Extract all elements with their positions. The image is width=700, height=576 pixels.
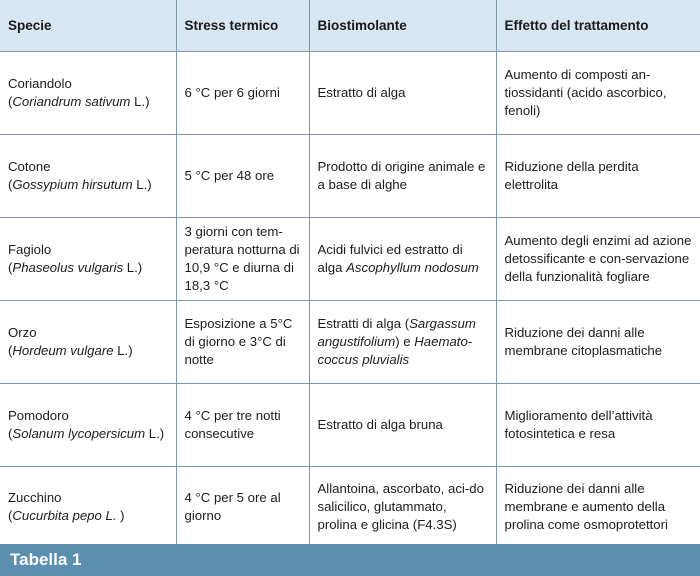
effect-cell: Miglioramento dell’attività fotosintetica e resa: [496, 384, 700, 467]
species-paren-open: (: [8, 94, 13, 109]
table-row: [0, 384, 700, 467]
species-scientific-name: Cucurbita pepo L.: [12, 507, 117, 523]
species-cell: [0, 218, 176, 301]
biostimulant-text: ) e: [395, 334, 415, 349]
stress-cell: 6 °C per 6 giorni: [176, 52, 309, 135]
biostimulant-cell: [309, 218, 496, 301]
species-cell: [0, 301, 176, 384]
header-biostimulant: Biostimolante: [309, 0, 496, 52]
species-paren-open: (: [8, 426, 13, 441]
table-row: [0, 135, 700, 218]
effect-cell: Aumento di composti an-tiossidanti (acido ascorbico, fenoli): [496, 52, 700, 135]
stress-cell: 4 °C per 5 ore al giorno: [176, 467, 309, 547]
species-paren-close: L.): [123, 260, 143, 275]
stress-cell: 5 °C per 48 ore: [176, 135, 309, 218]
biostimulant-text: Estratto di alga: [317, 85, 406, 100]
species-common-name: Pomodoro: [8, 408, 69, 423]
biostimulant-text: Allantoina, ascorbato, aci-do salicilico, glutammato, prolina e glicina (F4.3S): [317, 480, 484, 532]
species-paren-close: L.): [132, 177, 152, 192]
stress-cell: 4 °C per tre notti consecutive: [176, 384, 309, 467]
table-row: [0, 467, 700, 547]
effect-cell: Riduzione della perdita elettrolita: [496, 135, 700, 218]
species-scientific-name: Solanum lycopersicum: [12, 426, 146, 441]
stress-cell: 3 giorni con tem-peratura notturna di 10,9 °C e diurna di 18,3 °C: [176, 218, 309, 301]
biostimulant-cell: [309, 52, 496, 135]
header-species: Specie: [0, 0, 176, 52]
species-paren-close: L.): [145, 426, 165, 441]
effect-cell: Aumento degli enzimi ad azione detossificante e con-servazione della funzionalità fogliare: [496, 218, 700, 301]
table-row: [0, 52, 700, 135]
species-scientific-name: Phaseolus vulgaris: [12, 260, 124, 275]
biostimulant-text: Acidi fulvici ed estratto di alga: [317, 242, 463, 275]
biostimulant-text: Estratti di alga (: [317, 316, 410, 331]
species-paren-close: L.): [113, 343, 133, 358]
effect-cell: Riduzione dei danni alle membrane e aumento della prolina come osmoprotettori: [496, 467, 700, 547]
table-row: [0, 301, 700, 384]
species-paren-open: (: [8, 343, 13, 358]
species-paren-close: ): [116, 507, 125, 523]
biostimulant-text: Estratto di alga bruna: [317, 417, 443, 432]
species-common-name: Cotone: [8, 159, 51, 174]
species-scientific-name: Gossypium hirsutum: [12, 177, 133, 192]
effect-cell: Riduzione dei danni alle membrane citoplasmatiche: [496, 301, 700, 384]
table-header-row: [0, 0, 700, 52]
biostimulant-scientific-name: Ascophyllum nodosum: [346, 260, 479, 275]
biostimulant-scientific-name: Haemato-coccus pluvialis: [317, 334, 473, 367]
header-effect: Effetto del trattamento: [496, 0, 700, 52]
species-paren-close: L.): [130, 94, 150, 109]
species-common-name: Orzo: [8, 325, 37, 340]
table-row: [0, 218, 700, 301]
species-cell: [0, 135, 176, 218]
biostimulant-cell: [309, 135, 496, 218]
table-caption: Tabella 1: [0, 544, 700, 576]
species-scientific-name: Coriandrum sativum: [12, 94, 131, 109]
species-common-name: Zucchino: [8, 489, 62, 505]
biostimulant-scientific-name: Sargassum angustifolium: [317, 316, 476, 349]
species-paren-open: (: [8, 177, 13, 192]
header-stress: Stress termico: [176, 0, 309, 52]
species-paren-open: (: [8, 507, 13, 523]
species-common-name: Fagiolo: [8, 242, 52, 257]
species-cell: [0, 384, 176, 467]
biostimulant-cell: [309, 384, 496, 467]
species-cell: [0, 52, 176, 135]
species-common-name: Coriandolo: [8, 76, 72, 91]
species-cell: [0, 467, 176, 547]
species-scientific-name: Hordeum vulgare: [12, 343, 114, 358]
stress-cell: Esposizione a 5°C di giorno e 3°C di notte: [176, 301, 309, 384]
species-paren-open: (: [8, 260, 13, 275]
biostimulant-cell: [309, 301, 496, 384]
biostimulant-text: Prodotto di origine animale e a base di alghe: [317, 159, 486, 192]
biostimulant-cell: [309, 467, 496, 547]
